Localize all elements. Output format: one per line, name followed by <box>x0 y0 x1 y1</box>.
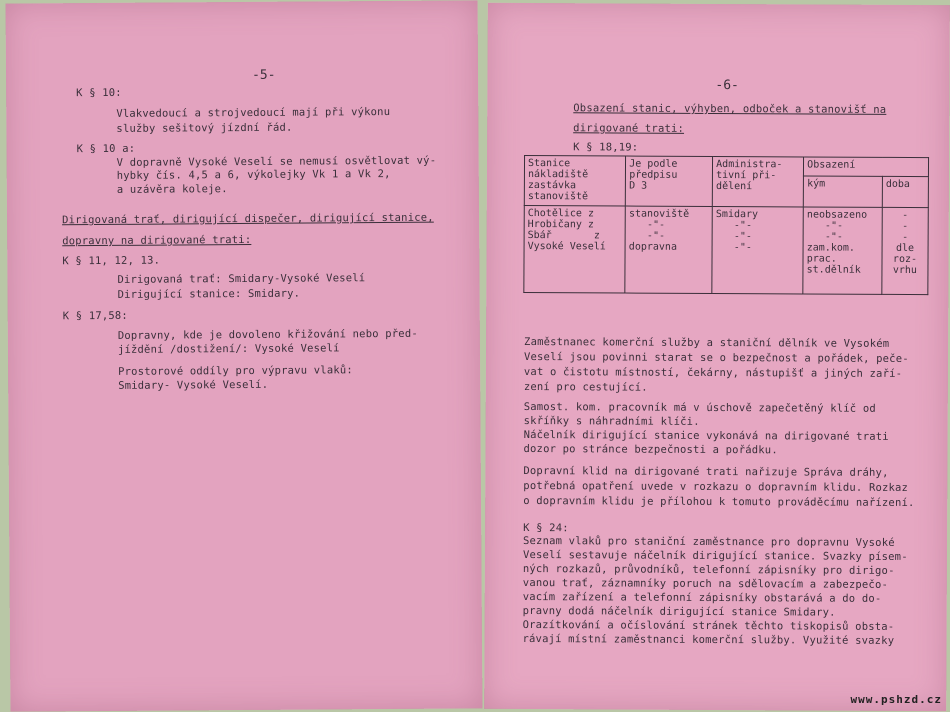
watermark: www.pshzd.cz <box>850 693 942 706</box>
k18-heading: K § 18,19: <box>573 141 639 154</box>
right-page-number: -6- <box>715 77 739 94</box>
k10a-line-2: hybky čís. 4,5 a 6, výkolejky Vk 1 a Vk 2, <box>116 167 391 182</box>
k17-heading: K § 17,58: <box>62 309 128 323</box>
k17-line-4: Smidary- Vysoké Veselí. <box>118 378 269 392</box>
k11-line-2: Dirigující stanice: Smidary. <box>117 287 301 301</box>
k17-line-1: Dopravny, kde je dovoleno křižování nebo před- <box>117 327 418 342</box>
k10a-line-3: a uzávěra koleje. <box>116 183 228 196</box>
section-title-line-2: dopravny na dirigované trati: <box>62 233 252 248</box>
k10-line-2: služby sešitový jízdní řád. <box>116 121 293 135</box>
subheader-doba: doba <box>882 176 928 207</box>
table-header-row <box>524 155 928 176</box>
right-title-line-1: Obsazení stanic, výhyben, odboček a stanovišť na <box>573 102 887 116</box>
k10-line-1: Vlakvedoucí a strojvedoucí mají při výkonu <box>116 105 391 120</box>
para4-line-3: ných rozkazů, průvodníků, telefonní zápisníky pro dirigo- <box>522 562 895 577</box>
left-page <box>6 0 483 711</box>
k17-line-2: jíždění /dostižení/: Vysoké Veselí <box>117 342 340 356</box>
para3-line-2: potřebná opatření uvede v rozkazu o dopravním klidu. Rozkaz <box>523 479 909 495</box>
para1-line-2: Veselí jsou povinni starat se o bezpečnost a pořádek, peče- <box>523 350 909 366</box>
k17-line-3: Prostorové oddíly pro výpravu vlaků: <box>118 364 353 378</box>
header-obsazeni: Obsazení <box>804 157 929 177</box>
para4-line-2: Veselí sestavuje náčelník dirigující stanice. Svazky písem- <box>522 548 908 564</box>
para4-line-7: Orazítkování a očíslování stránek těchto tiskopisů obsta- <box>522 618 895 633</box>
k10a-heading: K § 10 a: <box>76 142 136 156</box>
cell-kym: neobsazeno -"- -"- zam.kom. prac. st.dělník <box>803 207 882 294</box>
header-station: Stanice nákladiště zastávka stanoviště <box>524 155 626 206</box>
k11-line-1: Dirigovaná trať: Smidary-Vysoké Veselí <box>117 272 366 286</box>
section-title-line-1: Dirigovaná trať, dirigující dispečer, dirigující stanice, <box>62 211 434 227</box>
cell-stations: Chotělice z Hrobičany z Sbář z Vysoké Veselí <box>524 205 626 293</box>
para1-line-4: zení pro cestující. <box>523 380 648 394</box>
header-predpis: Je podle předpisu D 3 <box>626 156 713 206</box>
cell-doba: - - - dle roz- vrhu <box>882 207 929 294</box>
k10a-line-1: V dopravně Vysoké Veselí se nemusí osvětlovat vý- <box>116 154 437 169</box>
table-body-row <box>524 205 928 294</box>
para2-line-4: dozor po stránce bezpečnosti a pořádku. <box>523 442 778 457</box>
para2-line-3: Náčelník dirigující stanice vykonává na dirigované trati <box>523 428 889 443</box>
occupancy-table <box>523 155 929 295</box>
para4-line-8: rávají místní zaměstnanci komerční služby. Využité svazky <box>522 632 895 647</box>
cell-admin: Smidary -"- -"- -"- <box>712 206 803 293</box>
k11-heading: K § 11, 12, 13. <box>62 254 161 268</box>
k10-heading: K § 10: <box>76 86 122 100</box>
para1-line-1: Zaměstnanec komerční služby a staniční dělník ve Vysokém <box>524 335 890 350</box>
k24-heading: K § 24: <box>523 521 569 535</box>
para3-line-3: o dopravním klidu je přílohou k tomuto prováděcímu nařízení. <box>523 494 915 510</box>
left-page-number: -5- <box>251 67 276 83</box>
para4-line-4: vanou trať, záznamníky poruch na sdělovacím a zabezpečo- <box>522 576 889 591</box>
cell-predpis: stanoviště -"- -"- dopravna <box>625 206 712 293</box>
right-page <box>484 3 950 711</box>
para4-line-1: Seznam vlaků pro staniční zaměstnance pro dopravnu Vysoké <box>523 534 895 549</box>
para2-line-2: skříňky s náhradními klíči. <box>523 414 700 428</box>
subheader-kym: kým <box>803 176 882 207</box>
para4-line-5: vacím zařízení a telefonní zápisníky obstarává a do do- <box>522 590 882 605</box>
right-title-line-2: dirigované trati: <box>573 122 685 135</box>
para2-line-1: Samost. kom. pracovník má v úschově zapečetěný klíč od <box>523 400 876 415</box>
para4-line-6: pravny dodá náčelník dirigující stanice Smidary. <box>522 604 836 619</box>
para3-line-1: Dopravní klid na dirigované trati nařizuje Správa dráhy, <box>523 464 889 479</box>
header-admin: Administra- tivní při- dělení <box>712 156 803 206</box>
para1-line-3: vat o čistotu místností, čekárny, nástupišť a jiných zaří- <box>523 365 903 380</box>
